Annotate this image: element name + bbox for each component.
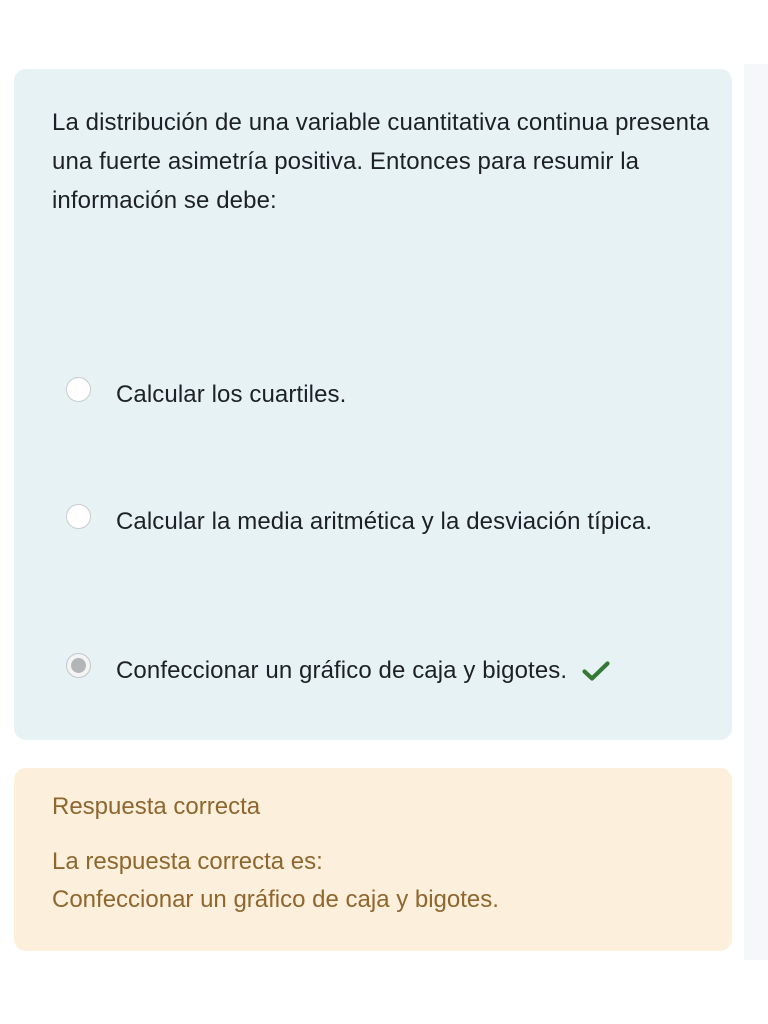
radio-button[interactable] [66,377,91,402]
correct-answer-block [52,843,499,919]
answer-option-1[interactable] [66,375,706,414]
correct-answer-text: Confeccionar un gráfico de caja y bigotes. [52,886,499,913]
check-icon [582,660,610,682]
answer-option-2[interactable] [66,502,706,541]
radio-button-selected[interactable] [66,653,91,678]
feedback-status: Respuesta correcta [52,793,261,820]
answer-label: Calcular la media aritmética y la desviación típica. [116,508,653,535]
feedback-card [14,768,732,951]
radio-dot [71,658,86,673]
answer-label-wrapper [116,651,610,690]
side-panel-edge [744,64,768,960]
answer-option-3[interactable] [66,651,706,690]
answer-label: Calcular los cuartiles. [116,381,347,408]
correct-answer-intro: La respuesta correcta es: [52,848,323,875]
question-text: La distribución de una variable cuantitativa continua presenta una fuerte asimetría positiva. Entonces para resumir la información se debe: [52,109,710,214]
answer-label: Confeccionar un gráfico de caja y bigotes. [116,657,568,684]
radio-button[interactable] [66,504,91,529]
question-card [14,69,732,740]
